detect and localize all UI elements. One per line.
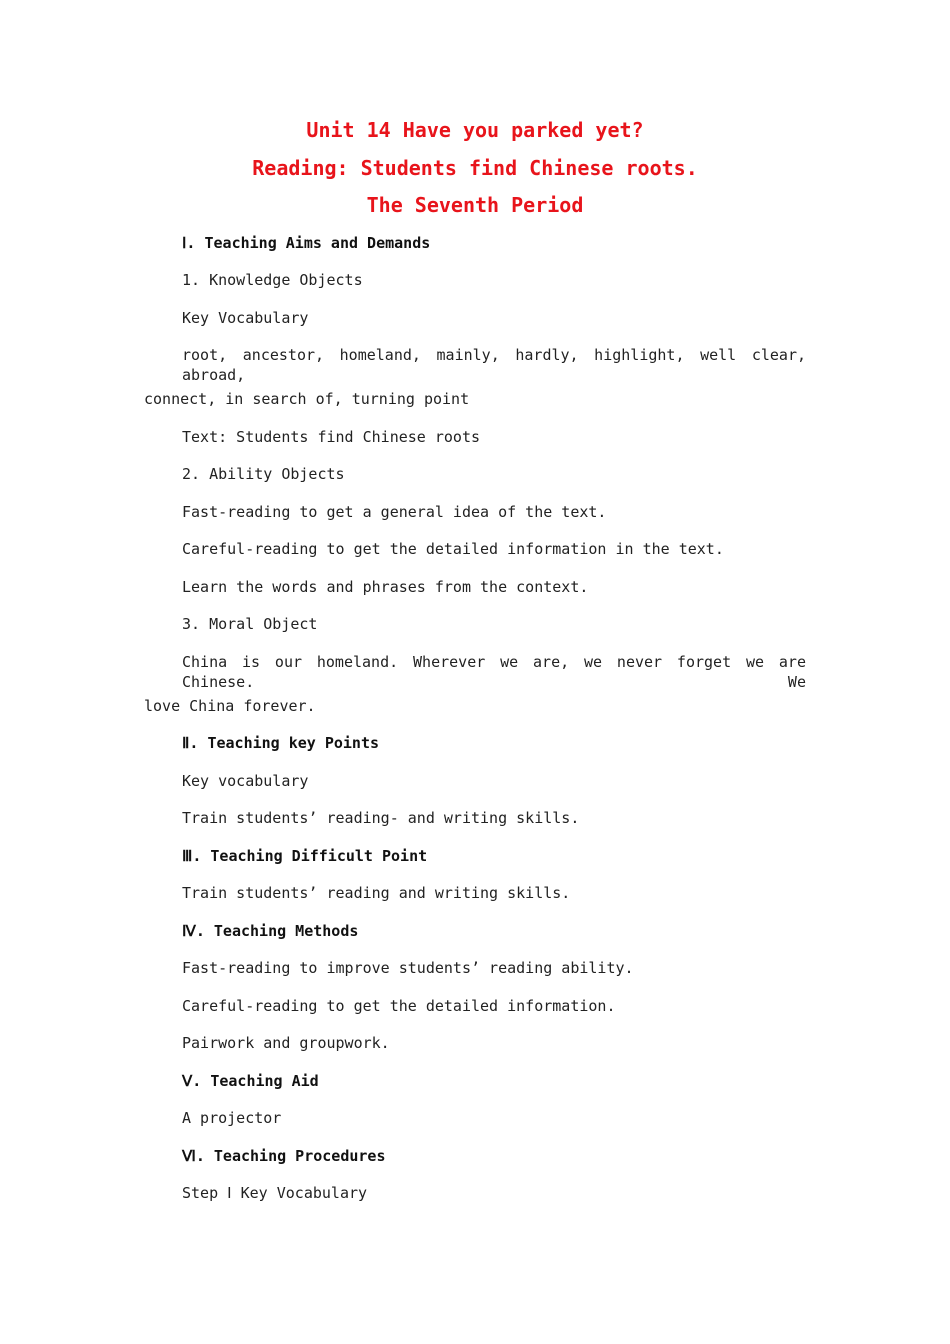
ability-item-2: Careful-reading to get the detailed information in the text. xyxy=(182,540,724,558)
key-point-2: Train students’ reading- and writing skills. xyxy=(182,809,580,827)
heading-key-points: Ⅱ. Teaching key Points xyxy=(182,734,380,752)
text-title: Text: Students find Chinese roots xyxy=(182,428,481,446)
moral-object: 3. Moral Object xyxy=(182,615,318,633)
method-1: Fast-reading to improve students’ reading ability. xyxy=(182,959,634,977)
moral-line-1: China is our homeland. Wherever we are, we never forget we are Chinese. We xyxy=(182,653,806,691)
procedure-step-1: Step Ⅰ Key Vocabulary xyxy=(182,1184,368,1202)
heading-methods: Ⅳ. Teaching Methods xyxy=(182,922,359,940)
moral-line-2: love China forever. xyxy=(144,697,316,715)
heading-difficult-point: Ⅲ. Teaching Difficult Point xyxy=(182,847,428,865)
aid-1: A projector xyxy=(182,1109,282,1127)
heading-aims: Ⅰ. Teaching Aims and Demands xyxy=(182,234,431,252)
heading-aid: Ⅴ. Teaching Aid xyxy=(182,1072,319,1090)
title-unit: Unit 14 Have you parked yet? xyxy=(306,118,644,142)
method-3: Pairwork and groupwork. xyxy=(182,1034,390,1052)
key-vocabulary-label: Key Vocabulary xyxy=(182,309,309,327)
ability-objects: 2. Ability Objects xyxy=(182,465,345,483)
vocab-line-2: connect, in search of, turning point xyxy=(144,390,470,408)
knowledge-objects: 1. Knowledge Objects xyxy=(182,271,363,289)
title-reading: Reading: Students find Chinese roots. xyxy=(252,156,698,180)
method-2: Careful-reading to get the detailed information. xyxy=(182,997,616,1015)
key-point-1: Key vocabulary xyxy=(182,772,309,790)
heading-procedures: Ⅵ. Teaching Procedures xyxy=(182,1147,386,1165)
ability-item-3: Learn the words and phrases from the context. xyxy=(182,578,589,596)
ability-item-1: Fast-reading to get a general idea of the text. xyxy=(182,503,607,521)
vocab-line-1: root, ancestor, homeland, mainly, hardly, highlight, well clear, abroad, xyxy=(182,346,806,384)
title-period: The Seventh Period xyxy=(366,193,584,217)
difficult-point-1: Train students’ reading and writing skills. xyxy=(182,884,571,902)
